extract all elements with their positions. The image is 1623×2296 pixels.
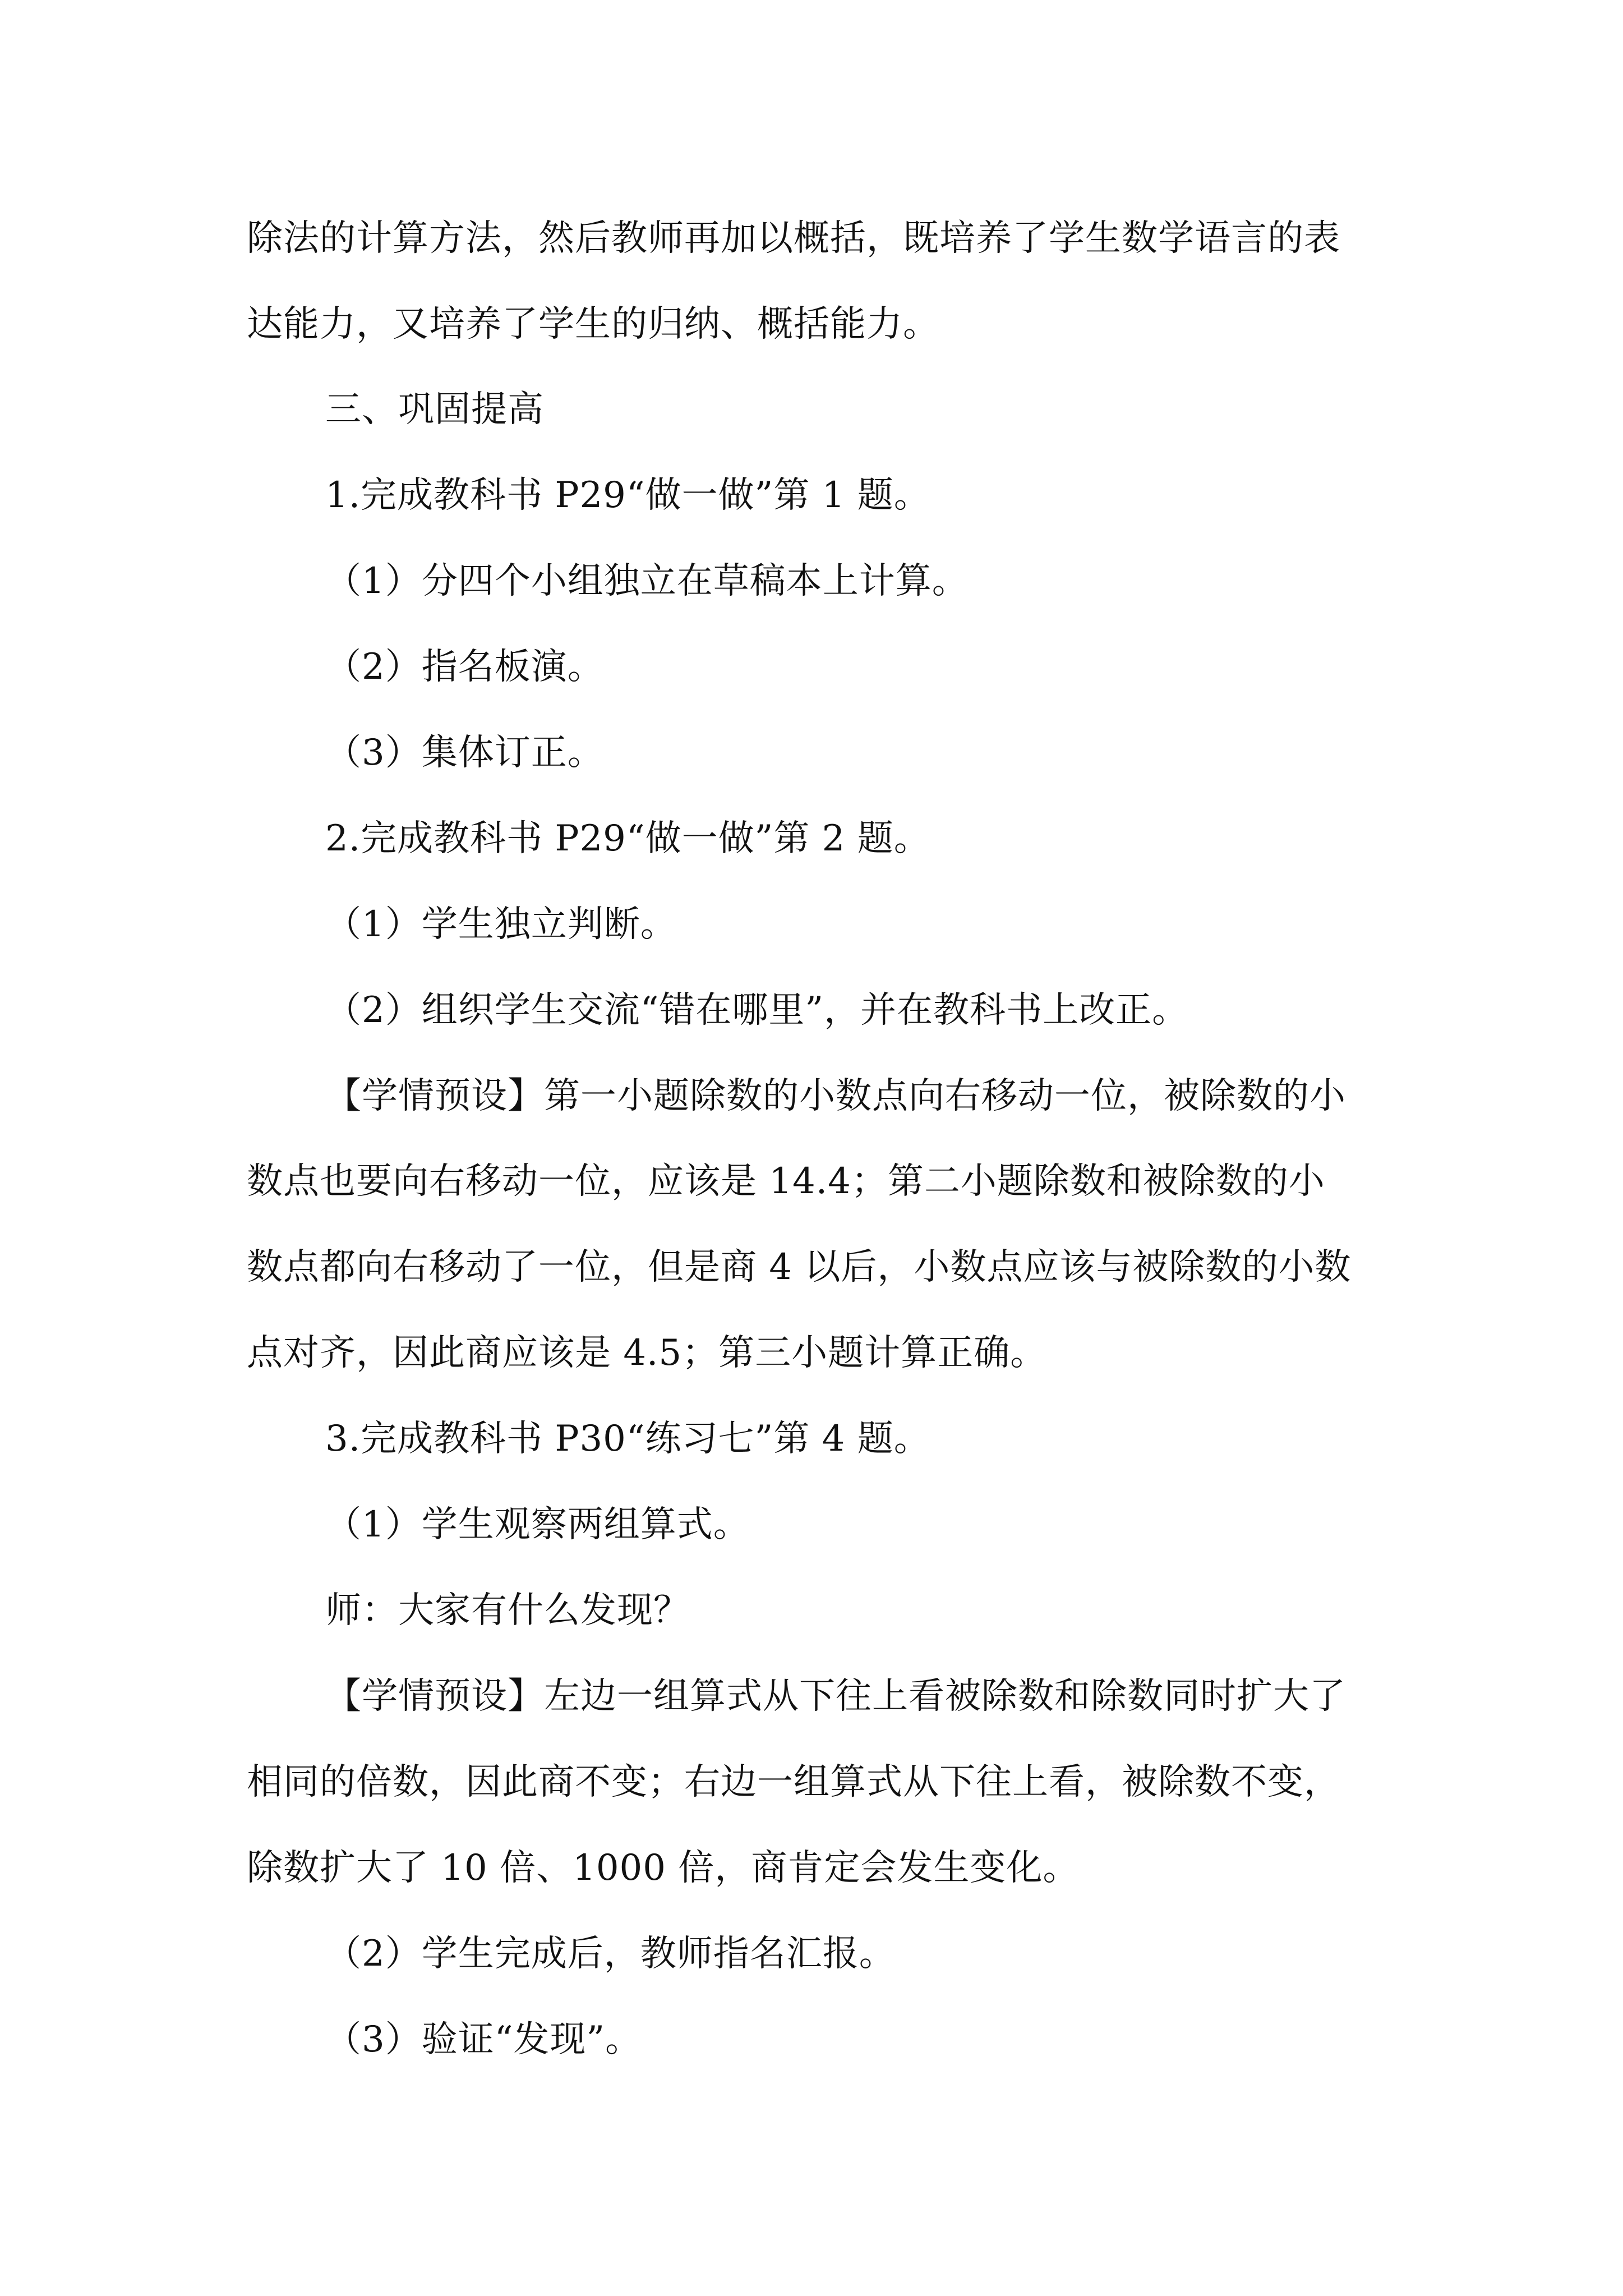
list-item: 2.完成教科书 P29“做一做”第 2 题。 bbox=[325, 818, 930, 859]
list-item: （2）组织学生交流“错在哪里”，并在教科书上改正。 bbox=[325, 990, 1189, 1031]
list-item: （3）验证“发现”。 bbox=[325, 2019, 642, 2060]
paragraph-line: 数点都向右移动了一位，但是商 4 以后，小数点应该与被除数的小数 bbox=[247, 1246, 1352, 1288]
paragraph-line: 数点也要向右移动一位，应该是 14.4；第二小题除数和被除数的小 bbox=[247, 1161, 1325, 1202]
list-item: （1）学生观察两组算式。 bbox=[325, 1504, 750, 1545]
paragraph-line: 除法的计算方法，然后教师再加以概括，既培养了学生数学语言的表 bbox=[247, 218, 1340, 259]
list-item: （3）集体订正。 bbox=[325, 732, 604, 774]
list-item: 1.完成教科书 P29“做一做”第 1 题。 bbox=[325, 475, 930, 516]
paragraph-line: 除数扩大了 10 倍、1000 倍，商肯定会发生变化。 bbox=[247, 1847, 1080, 1889]
section-heading: 三、巩固提高 bbox=[325, 389, 544, 430]
paragraph-line: 师：大家有什么发现？ bbox=[325, 1590, 690, 1631]
paragraph-line: 相同的倍数，因此商不变；右边一组算式从下往上看，被除数不变， bbox=[247, 1761, 1340, 1803]
paragraph-line: 【学情预设】左边一组算式从下往上看被除数和除数同时扩大了 bbox=[325, 1676, 1346, 1717]
list-item: （1）学生独立判断。 bbox=[325, 904, 677, 945]
paragraph-line: 达能力，又培养了学生的归纳、概括能力。 bbox=[247, 303, 939, 345]
paragraph-line: 点对齐，因此商应该是 4.5；第三小题计算正确。 bbox=[247, 1332, 1047, 1374]
list-item: （2）指名板演。 bbox=[325, 646, 604, 688]
list-item: （1）分四个小组独立在草稿本上计算。 bbox=[325, 560, 969, 602]
list-item: （2）学生完成后，教师指名汇报。 bbox=[325, 1933, 896, 1975]
list-item: 3.完成教科书 P30“练习七”第 4 题。 bbox=[325, 1418, 930, 1460]
paragraph-line: 【学情预设】第一小题除数的小数点向右移动一位，被除数的小 bbox=[325, 1075, 1346, 1117]
